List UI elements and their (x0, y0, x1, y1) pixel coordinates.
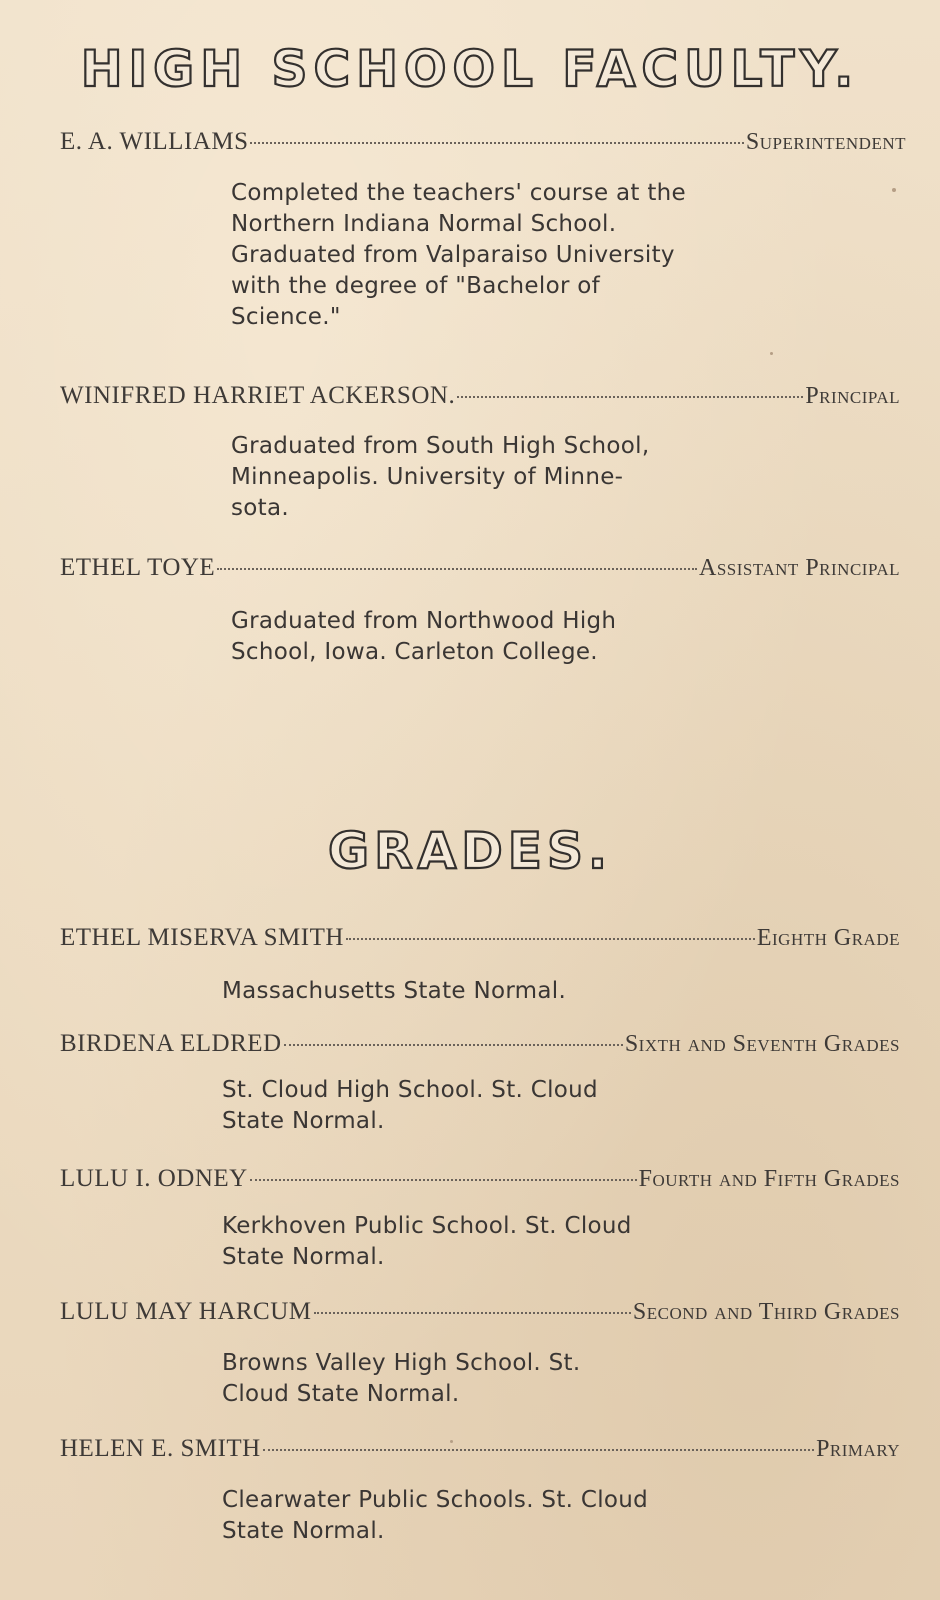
teacher-name: ETHEL MISERVA SMITH (60, 924, 344, 951)
teacher-grade: Sixth and Seventh Grades (624, 1031, 900, 1057)
grades-entry-harcum (60, 1298, 900, 1334)
grades-entry-odney (60, 1165, 900, 1201)
teacher-description: Massachusetts State Normal. (222, 978, 567, 1004)
dot-leader (217, 568, 697, 570)
high-school-faculty-heading: HIGH SCHOOL FACULTY. (80, 40, 860, 98)
grades-entry-smith (60, 924, 900, 960)
faculty-title: Principal (805, 383, 900, 409)
faculty-entry-toye (60, 554, 900, 590)
faculty-description: Graduated from Northwood High School, Iowa. Carleton College. (231, 608, 617, 665)
dot-leader (263, 1449, 814, 1451)
faculty-name: E. A. WILLIAMS (60, 128, 249, 155)
faculty-title: Superintendent (745, 129, 906, 155)
faculty-name: WINIFRED HARRIET ACKERSON. (60, 382, 456, 409)
faculty-entry-ackerson (60, 382, 900, 418)
grades-heading: GRADES. (328, 822, 612, 880)
paper-speck (892, 188, 896, 192)
dot-leader (250, 1179, 637, 1181)
faculty-entry-williams (60, 128, 906, 164)
teacher-name: HELEN E. SMITH (60, 1435, 261, 1462)
teacher-name: LULU MAY HARCUM (60, 1298, 312, 1325)
teacher-description: Clearwater Public Schools. St. Cloud State Normal. (222, 1487, 649, 1544)
teacher-grade: Eighth Grade (756, 925, 900, 951)
teacher-description: St. Cloud High School. St. Cloud State Normal. (222, 1077, 598, 1134)
paper-speck (450, 1440, 453, 1443)
faculty-name: ETHEL TOYE (60, 554, 216, 581)
teacher-grade: Primary (816, 1436, 900, 1462)
dot-leader (346, 938, 755, 940)
teacher-grade: Fourth and Fifth Grades (638, 1166, 900, 1192)
paper-speck (770, 352, 773, 355)
dot-leader (457, 396, 803, 398)
teacher-description: Browns Valley High School. St. Cloud State Normal. (222, 1350, 581, 1407)
grades-entry-helen-smith (60, 1435, 900, 1471)
dot-leader (250, 142, 743, 144)
faculty-description: Graduated from South High School, Minneapolis. University of Minne- sota. (231, 433, 650, 521)
teacher-name: LULU I. ODNEY (60, 1165, 248, 1192)
teacher-name: BIRDENA ELDRED (60, 1030, 282, 1057)
dot-leader (314, 1312, 631, 1314)
faculty-title: Assistant Principal (699, 555, 900, 581)
grades-entry-eldred (60, 1030, 900, 1066)
dot-leader (284, 1044, 623, 1046)
teacher-grade: Second and Third Grades (632, 1299, 900, 1325)
faculty-description: Completed the teachers' course at the Northern Indiana Normal School. Graduated from Valparaiso University with the degree of "Bachelor of Science." (231, 180, 686, 330)
teacher-description: Kerkhoven Public School. St. Cloud State Normal. (222, 1213, 632, 1270)
